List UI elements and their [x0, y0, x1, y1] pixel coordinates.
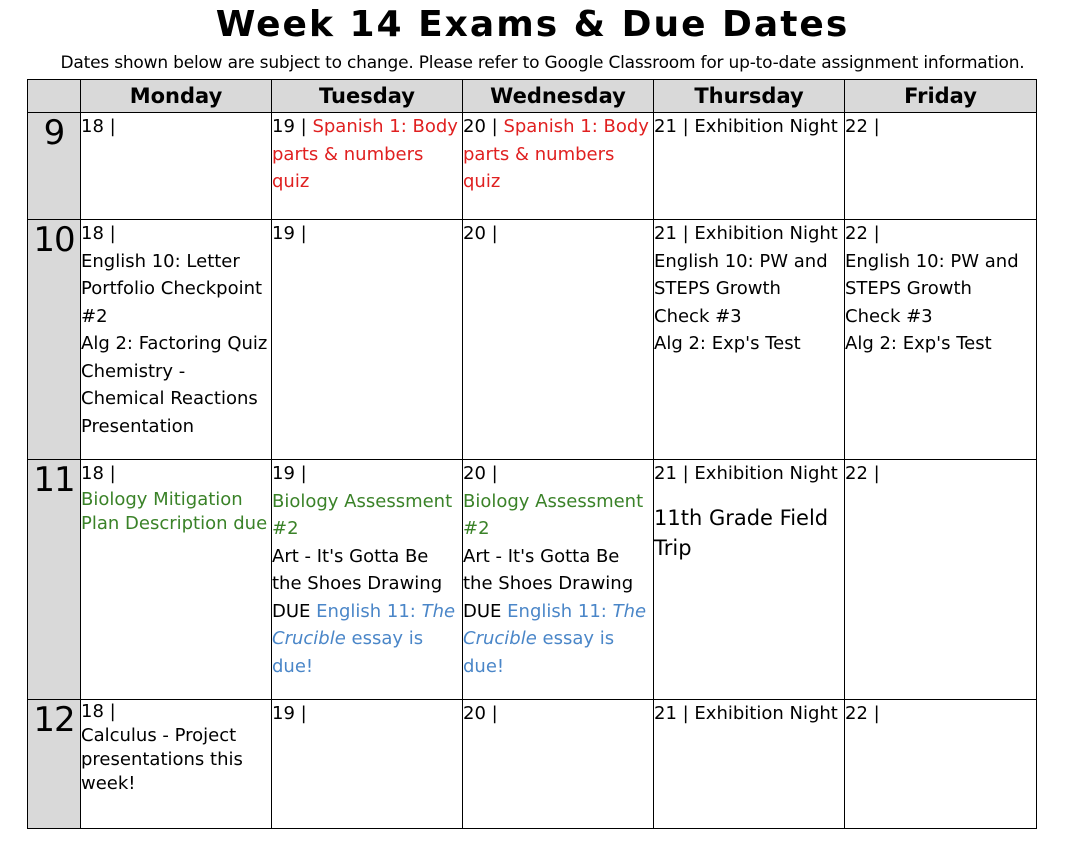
assignment-text: Biology Mitigation [81, 488, 243, 510]
date-label: 18 | [81, 223, 116, 244]
day-cell [272, 460, 463, 700]
assignment-text: due! [463, 655, 505, 677]
assignment-text: Check #3 [845, 305, 933, 327]
date-label: 20 | [463, 703, 498, 724]
grade-label: 12 [28, 700, 81, 829]
day-header-wednesday: Wednesday [463, 80, 654, 113]
assignment-text: Chemical Reactions [81, 388, 258, 409]
assignment-text: Chemistry - [81, 360, 186, 382]
schedule-table [27, 79, 1037, 829]
assignment-text: Alg 2: Exp's Test [845, 333, 992, 354]
assignment-text: the Shoes Drawing [272, 573, 443, 594]
assignment-text: Check #3 [654, 305, 742, 327]
assignment-text: English 10: PW and [845, 250, 1019, 272]
assignment-text: Presentation [81, 415, 195, 437]
assignment-text: English 10: PW and [654, 250, 828, 272]
day-cell [81, 220, 272, 460]
assignment-text: essay is [542, 628, 615, 649]
date-label: 22 | [845, 703, 880, 724]
day-cell [272, 220, 463, 460]
page-title: Week 14 Exams & Due Dates [215, 4, 850, 45]
day-cell [81, 700, 272, 829]
assignment-text: DUE [272, 600, 311, 622]
field-trip-text: 11th Grade Field Trip [654, 505, 829, 560]
day-cell [654, 220, 845, 460]
assignment-text: Spanish 1: Body [503, 116, 649, 137]
date-label: 18 | [81, 463, 116, 484]
date-label: 22 | [845, 463, 880, 484]
date-label: 19 | [272, 116, 307, 137]
assignment-text: quiz [463, 171, 501, 192]
day-header-monday: Monday [81, 80, 272, 113]
assignment-text: presentations this [81, 749, 243, 770]
date-label: 20 | [463, 223, 498, 244]
day-cell [81, 460, 272, 700]
date-label: 18 | [81, 116, 116, 137]
grade-label: 11 [28, 460, 81, 700]
assignment-text: Alg 2: Factoring Quiz [81, 333, 268, 354]
day-cell [463, 460, 654, 700]
assignment-text: week! [81, 773, 136, 794]
assignment-text: #2 [272, 518, 299, 539]
day-cell [845, 460, 1037, 700]
header-row [28, 80, 1037, 113]
assignment-text: Biology Assessment [463, 490, 644, 512]
grade-row-10 [28, 220, 1037, 460]
assignment-text: Portfolio Checkpoint [81, 278, 263, 299]
assignment-text: English 11: [507, 600, 607, 622]
assignment-text: parts & numbers [272, 143, 424, 165]
grade-row-9 [28, 113, 1037, 220]
grade-row-12 [28, 700, 1037, 829]
day-header-friday: Friday [845, 80, 1037, 113]
assignment-text: Art - It's Gotta Be [463, 545, 620, 567]
page-subtitle: Dates shown below are subject to change. Please refer to Google Classroom for up-to-date assignment information. [60, 53, 1025, 73]
assignment-text: STEPS Growth [654, 278, 781, 299]
day-header-tuesday: Tuesday [272, 80, 463, 113]
assignment-text: English 10: Letter [81, 250, 240, 272]
assignment-text: #2 [463, 518, 490, 539]
date-label: 19 | [272, 223, 307, 244]
assignment-text: quiz [272, 171, 310, 192]
day-cell [845, 220, 1037, 460]
date-label: 20 | [463, 463, 498, 484]
day-cell [463, 700, 654, 829]
day-cell [463, 220, 654, 460]
assignment-text: due! [272, 655, 314, 677]
date-label: 21 | Exhibition Night [654, 463, 838, 484]
date-label: 19 | [272, 463, 307, 484]
day-cell [654, 460, 845, 700]
assignment-text: #2 [81, 305, 108, 327]
day-cell [81, 113, 272, 220]
assignment-text: STEPS Growth [845, 278, 972, 299]
book-title: The Crucible [272, 600, 456, 649]
day-cell [845, 700, 1037, 829]
date-label: 18 | [81, 701, 116, 722]
assignment-text: parts & numbers [463, 143, 615, 165]
date-label: 21 | Exhibition Night [654, 116, 838, 137]
date-label: 21 | Exhibition Night [654, 703, 838, 724]
assignment-text: Alg 2: Exp's Test [654, 333, 801, 354]
day-cell [272, 113, 463, 220]
day-header-thursday: Thursday [654, 80, 845, 113]
assignment-text: Calculus - Project [81, 725, 237, 746]
corner-cell [28, 80, 81, 113]
grade-label: 9 [28, 113, 81, 220]
day-cell [272, 700, 463, 829]
date-label: 22 | [845, 116, 880, 137]
assignment-text: the Shoes Drawing [463, 573, 634, 594]
assignment-text: English 11: [316, 600, 416, 622]
assignment-text: essay is [351, 628, 424, 649]
assignment-text: Spanish 1: Body [312, 116, 458, 137]
grade-label: 10 [28, 220, 81, 460]
date-label: 21 | Exhibition Night [654, 223, 838, 244]
day-cell [654, 113, 845, 220]
day-cell [845, 113, 1037, 220]
assignment-text: DUE [463, 600, 502, 622]
date-label: 19 | [272, 703, 307, 724]
date-label: 20 | [463, 116, 498, 137]
day-cell [654, 700, 845, 829]
date-label: 22 | [845, 223, 880, 244]
assignment-text: Art - It's Gotta Be [272, 545, 429, 567]
day-cell [463, 113, 654, 220]
assignment-text: Plan Description due [81, 512, 268, 534]
grade-row-11 [28, 460, 1037, 700]
assignment-text: Biology Assessment [272, 490, 453, 512]
book-title: The Crucible [463, 600, 647, 649]
